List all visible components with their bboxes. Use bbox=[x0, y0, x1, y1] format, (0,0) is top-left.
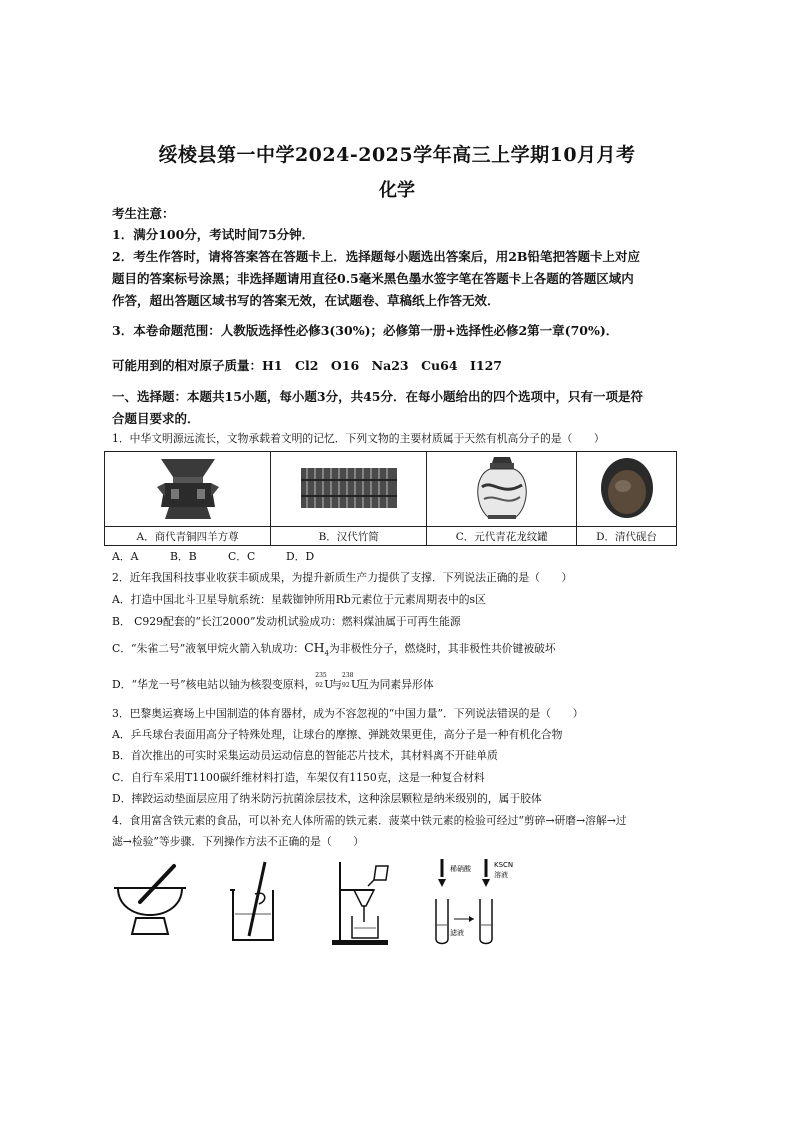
q1-option-d[interactable]: D．D bbox=[286, 550, 315, 563]
q2-stem: 2．近年我国科技事业收获丰硕成果，为提升新质生产力提供了支撑．下列说法正确的是（ ） bbox=[112, 571, 573, 584]
bronze-zun-image bbox=[151, 453, 225, 523]
q3-option-c[interactable]: C．自行车采用T1100碳纤维材料打造，车架仅有1150克，这是一种复合材料 bbox=[112, 771, 485, 784]
notice-item-2: 2．考生作答时，请将答案答在答题卡上．选择题每小题选出答案后，用2B铅笔把答题卡上对应 bbox=[112, 249, 640, 264]
bamboo-slips-image bbox=[301, 468, 397, 508]
q1-option-a[interactable]: A．A bbox=[112, 550, 139, 563]
q2-option-c[interactable] bbox=[112, 640, 692, 662]
label-dilute-nitric-acid: 稀硝酸 bbox=[450, 865, 471, 873]
q1-image-cell-a bbox=[105, 452, 271, 527]
notice-heading: 考生注意： bbox=[112, 206, 175, 221]
q1-option-b[interactable]: B．B bbox=[170, 550, 197, 563]
q2-d-text: D．“华龙一号”核电站以铀为核裂变原料， bbox=[112, 678, 316, 691]
q1-image-cell-d bbox=[577, 452, 677, 527]
label-kscn-solution: 溶液 bbox=[494, 871, 508, 879]
q2-option-b[interactable]: B． C929配套的“长江2000”发动机试验成功：燃料煤油属于可再生能源 bbox=[112, 615, 461, 628]
q3-option-a[interactable]: A．乒乓球台表面用高分子特殊处理，让球台的摩擦、弹跳效果更佳，高分子是一种有机化合物 bbox=[112, 728, 563, 741]
q3-option-b[interactable]: B．首次推出的可实时采集运动员运动信息的智能芯片技术，其材料离不开硅单质 bbox=[112, 749, 498, 762]
section1-heading-cont: 合题目要求的． bbox=[112, 411, 200, 426]
q1-artifact-table bbox=[104, 451, 677, 546]
q1-caption-a: A．商代青铜四羊方尊 bbox=[105, 527, 271, 546]
q1-image-cell-c bbox=[427, 452, 577, 527]
q2-c-text-end: 为非极性分子，燃烧时，其非极性共价键被破坏 bbox=[329, 642, 556, 655]
q2-d-mid: 与 bbox=[331, 678, 343, 691]
q3-stem: 3．巴黎奥运赛场上中国制造的体育器材，成为不容忽视的“中国力量”．下列说法错误的是（ ） bbox=[112, 707, 584, 720]
q2-option-d[interactable] bbox=[112, 672, 692, 693]
kscn-test-tubes-icon bbox=[428, 855, 528, 950]
q1-caption-c: C．元代青花龙纹罐 bbox=[427, 527, 577, 546]
beaker-stirring-icon bbox=[225, 860, 285, 946]
uranium-238-symbol: 238 92 U bbox=[342, 672, 361, 691]
notice-item-2-cont: 题目的答案标号涂黑；非选择题请用直径0.5毫米黑色墨水签字笔在答题卡上各题的答题区域内 bbox=[112, 271, 634, 286]
methane-formula: $CH_4$ bbox=[304, 640, 329, 658]
q1-stem: 1．中华文明源远流长，文物承载着文明的记忆．下列文物的主要材质属于天然有机高分子的是（ ） bbox=[112, 432, 605, 445]
exam-title: 绥棱县第一中学2024-2025学年高三上学期10月月考 bbox=[158, 144, 636, 166]
notice-item-1: 1．满分100分，考试时间75分钟． bbox=[112, 227, 315, 242]
inkstone-image bbox=[597, 456, 657, 520]
atomic-masses: 可能用到的相对原子质量：H1 Cl2 O16 Na23 Cu64 I127 bbox=[112, 358, 502, 373]
q2-option-a[interactable]: A．打造中国北斗卫星导航系统：星载铷钟所用Rb元素位于元素周期表中的s区 bbox=[112, 593, 486, 606]
q1-options bbox=[112, 549, 344, 564]
subject-title: 化学 bbox=[379, 180, 415, 201]
q2-c-text: C．“朱雀二号”液氧甲烷火箭入轨成功： bbox=[112, 642, 305, 655]
notice-item-3: 3．本卷命题范围：人教版选择性必修3(30%)；必修第一册+选择性必修2第一章(70%)． bbox=[112, 323, 619, 338]
mortar-pestle-icon bbox=[110, 858, 200, 948]
q3-option-d[interactable]: D．摔跤运动垫面层应用了纳米防污抗菌涂层技术，这种涂层颗粒是纳米级别的，属于胶体 bbox=[112, 792, 542, 805]
q4-stem: 4．食用富含铁元素的食品，可以补充人体所需的铁元素．菠菜中铁元素的检验可经过“剪碎→研磨→溶解→过 bbox=[112, 814, 627, 827]
label-kscn: KSCN bbox=[494, 861, 514, 869]
blue-white-jar-image bbox=[472, 453, 532, 523]
q1-caption-d: D．清代砚台 bbox=[577, 527, 677, 546]
label-filtrate: 滤液 bbox=[450, 929, 464, 937]
q1-option-c[interactable]: C．C bbox=[228, 550, 256, 563]
uranium-235-symbol: 235 92 U bbox=[315, 672, 334, 691]
q4-stem-cont: 滤→检验”等步骤．下列操作方法不正确的是（ ） bbox=[112, 835, 365, 848]
q1-image-cell-b bbox=[271, 452, 427, 527]
notice-item-2-cont2: 作答，超出答题区域书写的答案无效，在试题卷、草稿纸上作答无效． bbox=[112, 293, 500, 308]
q2-d-text-end: 互为同素异形体 bbox=[358, 678, 434, 691]
filtration-apparatus-icon bbox=[330, 860, 394, 946]
section1-heading: 一、选择题：本题共15小题，每小题3分，共45分．在每小题给出的四个选项中，只有一项是符 bbox=[112, 389, 643, 404]
q1-caption-b: B．汉代竹简 bbox=[271, 527, 427, 546]
